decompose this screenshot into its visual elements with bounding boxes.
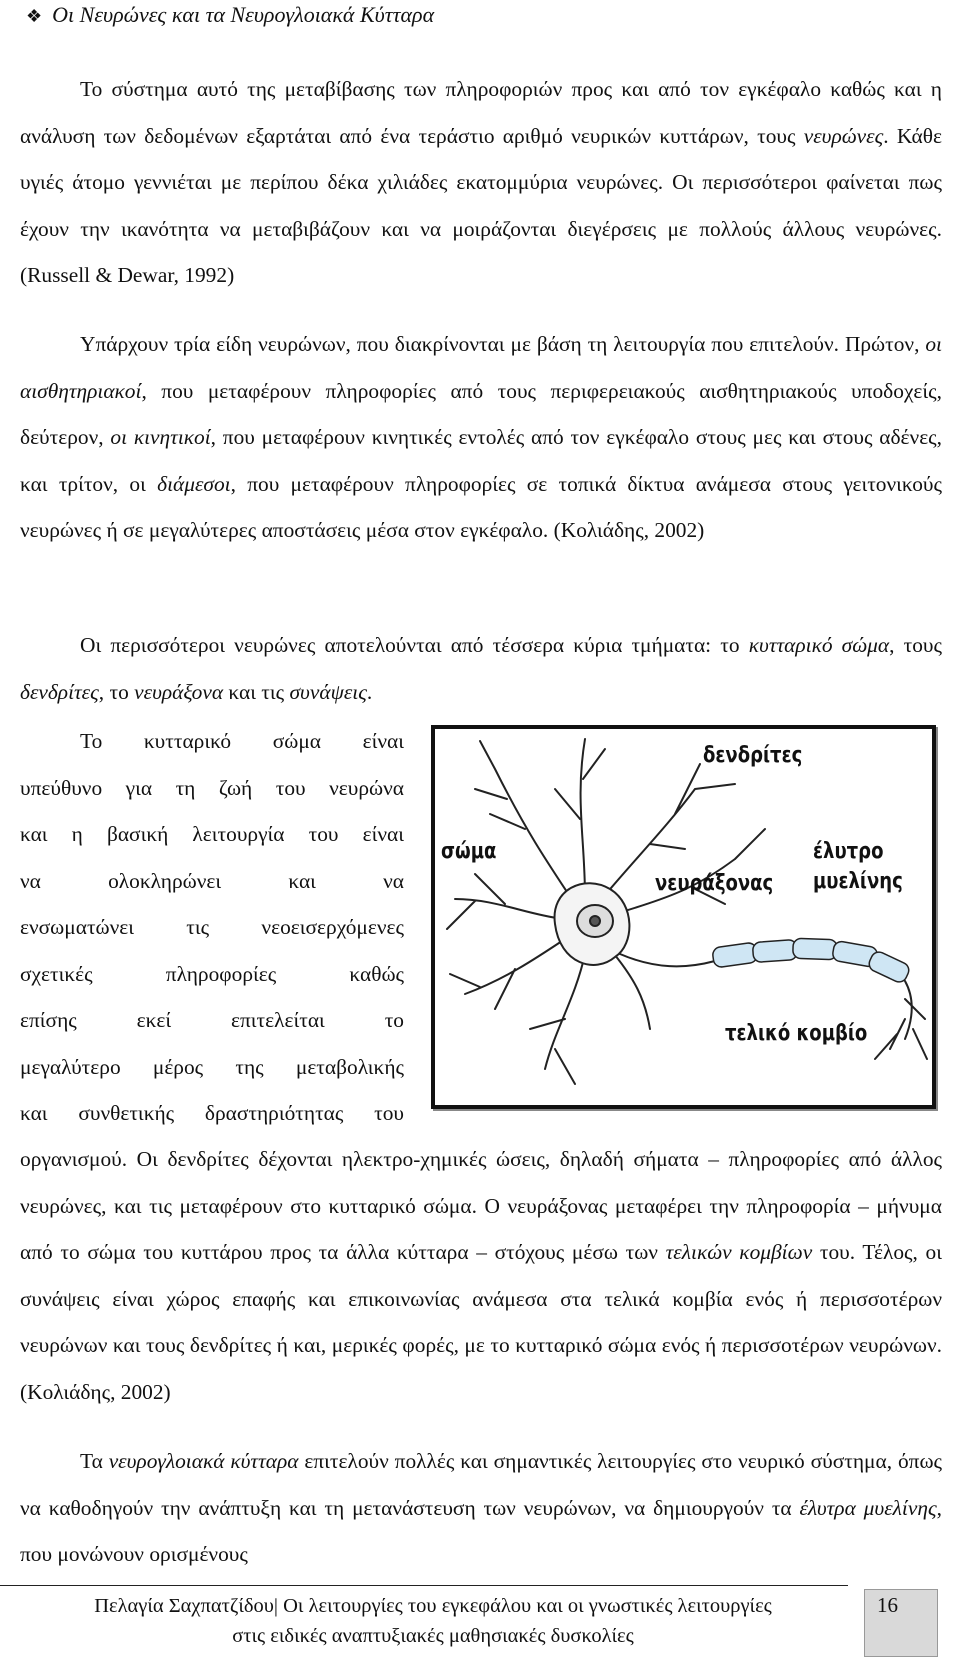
text-run: και τις (223, 679, 290, 704)
text-run: , που μεταφέρουν κινητικές εντολές από τον εγκέφαλο στους μες και στους αδένες, και τρίτον, οι (20, 425, 943, 496)
lead-line: και η βασική λειτουργία του είναι (20, 822, 404, 846)
italic-term: οι κινητικοί (110, 425, 211, 449)
lead-line: σχετικές πληροφορίες καθώς (20, 961, 404, 986)
text-run: . (366, 679, 373, 704)
text-run: , που μεταφέρουν πληροφορίες σε τοπικά δίκτυα ανάμεσα στους γειτονικούς νευρώνες ή σε μεγαλύτερες αποστάσεις μέσα στον εγκέφαλο. (Κολιάδης, 2002) (20, 471, 942, 542)
footer (10, 1591, 856, 1651)
lead-line: ενσωματώνει τις νεοεισερχόμενες (20, 915, 404, 939)
page-number-box (864, 1589, 938, 1657)
page-number: 16 (877, 1593, 898, 1617)
paragraph-4-lead (20, 718, 404, 1137)
lead-line: επίσης εκεί επιτελείται το (20, 1008, 404, 1032)
paragraph-1 (20, 66, 942, 299)
lead-line: και συνθετικής δραστηριότητας του (20, 1101, 404, 1125)
italic-term: κυτταρικό σώμα (748, 633, 890, 657)
label-myelin-line1: έλυτρο (813, 839, 884, 864)
footer-divider (0, 1585, 848, 1586)
section-heading (26, 2, 434, 29)
paragraph-4-continued (20, 1136, 942, 1415)
paragraph-3 (20, 622, 942, 715)
lead-line: υπεύθυνο για τη ζωή του νευρώνα (20, 775, 404, 800)
italic-term: νευρογλοιακά κύτταρα (108, 1449, 299, 1473)
paragraph-2 (20, 321, 942, 554)
label-myelin-line2: μυελίνης (813, 869, 903, 894)
label-dendrites: δενδρίτες (703, 743, 803, 768)
italic-term: συνάψεις (289, 679, 367, 704)
diamond-bullet-icon: ❖ (26, 6, 43, 26)
paragraph-5 (20, 1438, 942, 1578)
text-run: Υπάρχουν τρία είδη νευρώνων, που διακρίνονται με βάση τη λειτουργία που επιτελούν. Πρώτον, (80, 332, 926, 356)
footer-line-1: Πελαγία Σαχπατζίδου| Οι λειτουργίες του εγκεφάλου και οι γνωστικές λειτουργίες (94, 1595, 772, 1617)
text-run: επιτελούν πολλές και σημαντικές λειτουργίες στο νευρικό σύστημα, όπως να καθοδηγούν την ανάπτυξη και τη μετανάστευση των νευρώνων, να δημιουργούν τα (20, 1449, 943, 1520)
italic-term: νευράξονα (134, 679, 224, 704)
text-run: , που μονώνουν ορισμένους (20, 1495, 942, 1566)
lead-line: Το κυτταρικό σώμα είναι (80, 729, 404, 753)
text-run: Το σύστημα αυτό της μεταβίβασης των πληροφοριών προς και από τον εγκέφαλο καθώς και η ανάλυση των δεδομένων εξαρτάται από ένα τεράστιο αριθμό νευρικών κυττάρων, τους (20, 77, 942, 148)
neuron-illustration (435, 729, 932, 1105)
text-run: οργανισμού. Οι δενδρίτες δέχονται ηλεκτρο-χημικές ώσεις, δηλαδή σήματα – πληροφορίες από άλλος νευρώνες, και τις μεταφέρουν στο κυτταρικό σώμα. Ο νευράξονας μεταφέρει την πληροφορία – μήνυμα από το σώμα του κυττάρου προς τα άλλα κύτταρα – στόχους μέσω των (20, 1147, 942, 1264)
text-run: του. Τέλος, οι συνάψεις είναι χώρος επαφής και επικοινωνίας ανάμεσα στα τελικά κομβία ενός ή περισσοτέρων νευρώνων και τους δενδρίτες ή και, μερικές φορές, με το κυτταρικό σώμα ενός ή περισσοτέρων νευρώνων. (Κολιάδης, 2002) (20, 1240, 943, 1404)
italic-term: διάμεσοι (157, 471, 231, 496)
label-terminal: τελικό κομβίο (725, 1021, 868, 1046)
text-run: Τα (80, 1449, 109, 1473)
lead-line: μεγαλύτερο μέρος της μεταβολικής (20, 1054, 404, 1079)
text-run: Οι περισσότεροι νευρώνες αποτελούνται από τέσσερα κύρια τμήματα: το (80, 633, 749, 657)
neuron-figure (431, 725, 936, 1109)
label-soma: σώμα (441, 839, 497, 864)
italic-term: τελικών κομβίων (665, 1240, 813, 1264)
section-title: Οι Νευρώνες και τα Νευρογλοιακά Κύτταρα (52, 2, 435, 27)
lead-line: να ολοκληρώνει και να (20, 868, 404, 893)
footer-line-2: στις ειδικές αναπτυξιακές μαθησιακές δυσκολίες (232, 1625, 634, 1647)
text-run: , τους (889, 633, 942, 657)
italic-term: οι αισθητηριακοί (20, 332, 942, 403)
text-run: , το (98, 679, 135, 704)
italic-term: έλυτρα μυελίνης (799, 1495, 937, 1520)
label-axon: νευράξονας (655, 871, 774, 896)
italic-term: δενδρίτες (20, 679, 99, 704)
italic-term: νευρώνες (803, 123, 884, 148)
text-run: . Κάθε υγιές άτομο γεννιέται με περίπου δέκα χιλιάδες εκατομμύρια νευρώνες. Οι περισσότεροι φαίνεται πως έχουν την ικανότητα να μεταβιβάζουν και να μοιράζονται διεγέρσεις με πολλούς άλλους νευρώνες. (Russell & Dewar, 1992) (20, 123, 942, 287)
text-run: , που μεταφέρουν πληροφορίες από τους περιφερειακούς αισθητηριακούς υποδοχείς, δεύτερον, (20, 378, 942, 449)
